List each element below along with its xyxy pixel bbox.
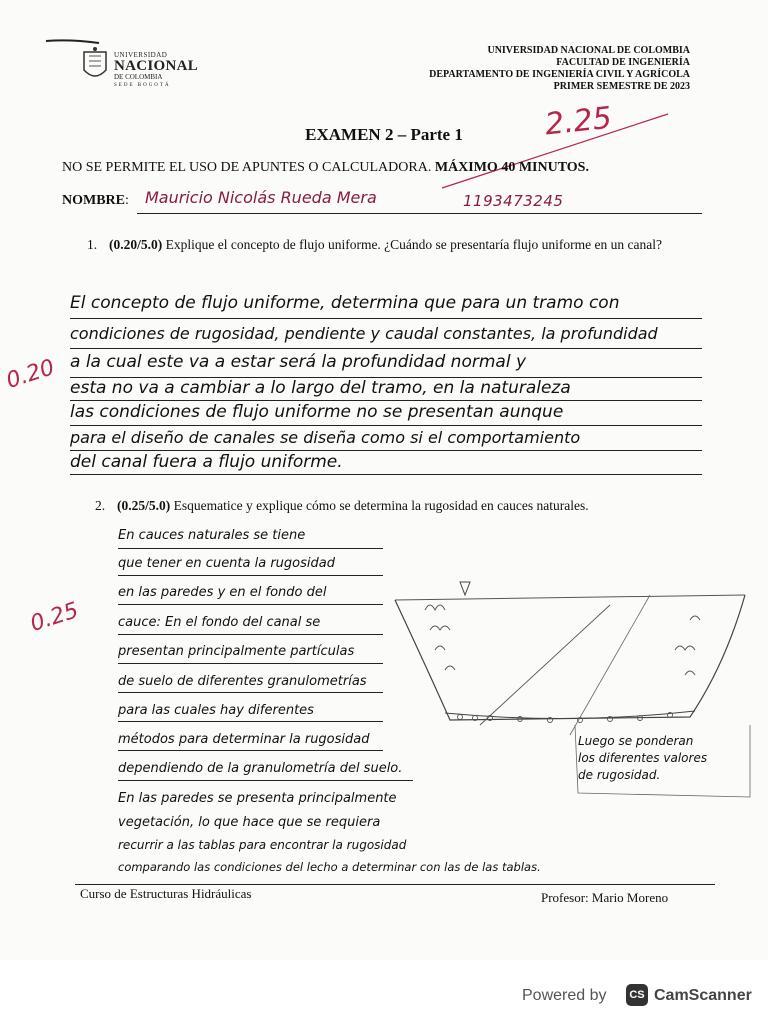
answer-line: recurrir a las tablas para encontrar la rugosidad <box>118 838 407 852</box>
name-underline <box>137 213 702 214</box>
sketch-note <box>578 733 707 784</box>
institution-line: FACULTAD DE INGENIERÍA <box>556 57 690 68</box>
question-number: 2. <box>95 498 106 513</box>
sketch-note-line: Luego se ponderan <box>578 734 694 748</box>
margin-grade: 0.20 <box>3 355 58 394</box>
answer-line: para las cuales hay diferentes <box>118 703 314 718</box>
institution-line: DEPARTAMENTO DE INGENIERÍA CIVIL Y AGRÍCOLA <box>429 69 690 80</box>
answer-line: presentan principalmente partículas <box>118 644 355 659</box>
camscanner-logo-icon: CS <box>626 984 648 1006</box>
answer-line: en las paredes y en el fondo del <box>118 585 327 600</box>
ruled-line <box>118 575 383 576</box>
name-label-colon: : <box>125 193 129 208</box>
answer-line: del canal fuera a flujo uniforme. <box>70 452 343 472</box>
logo-wordmark <box>114 52 198 88</box>
ruled-line <box>118 780 413 781</box>
answer-line: dependiendo de la granulometría del suelo. <box>118 761 403 776</box>
question-1 <box>87 234 707 256</box>
ruled-line <box>118 663 383 664</box>
question-prompt: Explique el concepto de flujo uniforme. ¿Cuándo se presentaría flujo uniforme en un canal? <box>162 237 662 252</box>
crest-icon <box>80 46 110 86</box>
ruled-line <box>118 634 383 635</box>
question-number: 1. <box>87 237 98 252</box>
ruled-line <box>118 692 383 693</box>
exam-note <box>62 160 589 176</box>
institution-line: PRIMER SEMESTRE DE 2023 <box>553 81 690 92</box>
professor-name: Profesor: Mario Moreno <box>541 890 669 905</box>
answer-line: que tener en cuenta la rugosidad <box>118 556 335 571</box>
answer-line: las condiciones de flujo uniforme no se presentan aunque <box>70 402 564 422</box>
answer-line: comparando las condiciones del lecho a determinar con las de las tablas. <box>118 860 541 874</box>
answer-line: cauce: En el fondo del canal se <box>118 615 321 630</box>
question-text <box>117 495 715 517</box>
institution-header <box>429 45 690 93</box>
footer-divider <box>75 884 715 885</box>
ruled-line <box>70 425 702 426</box>
question-text <box>109 234 707 256</box>
student-name: Mauricio Nicolás Rueda Mera <box>145 188 377 207</box>
question-points: (0.20/5.0) <box>109 237 163 252</box>
total-grade: 2.25 <box>543 100 614 143</box>
grade-strike <box>440 100 670 190</box>
institution-line: UNIVERSIDAD NACIONAL DE COLOMBIA <box>487 45 690 56</box>
sketch-note-line: los diferentes valores <box>578 751 708 765</box>
margin-grade: 0.25 <box>27 598 82 637</box>
answer-line: a la cual este va a estar será la profundidad normal y <box>70 352 527 372</box>
ruled-line <box>70 348 702 349</box>
question-2 <box>95 495 715 517</box>
ruled-line <box>70 450 702 451</box>
camscanner-brand: CamScanner <box>654 987 752 1004</box>
answer-line: En cauces naturales se tiene <box>118 528 306 543</box>
ruled-line <box>70 318 702 319</box>
ruled-line <box>70 400 702 401</box>
note-text: NO SE PERMITE EL USO DE APUNTES O CALCULADORA. <box>62 160 435 175</box>
answer-line: En las paredes se presenta principalmente <box>118 791 397 806</box>
course-name: Curso de Estructuras Hidráulicas <box>80 886 252 901</box>
student-id: 1193473245 <box>463 192 564 210</box>
answer-line: esta no va a cambiar a lo largo del tramo, en la naturaleza <box>70 378 571 398</box>
logo-line2: NACIONAL <box>114 58 199 74</box>
powered-by-text: Powered by <box>522 987 607 1004</box>
question-points: (0.25/5.0) <box>117 498 171 513</box>
question-prompt: Esquematice y explique cómo se determina la rugosidad en cauces naturales. <box>170 498 589 513</box>
name-label-text: NOMBRE <box>62 193 125 208</box>
answer-line: condiciones de rugosidad, pendiente y caudal constantes, la profundidad <box>70 324 658 343</box>
logo-line4: SEDE BOGOTÁ <box>114 83 171 88</box>
name-label <box>62 193 129 209</box>
answer-line: de suelo de diferentes granulometrías <box>118 674 367 689</box>
university-logo <box>80 44 199 92</box>
logo-line1: UNIVERSIDAD <box>114 51 168 59</box>
ruled-line <box>118 548 383 549</box>
answer-line: para el diseño de canales se diseña como si el comportamiento <box>70 428 581 447</box>
ruled-line <box>118 750 383 751</box>
answer-line: vegetación, lo que hace que se requiera <box>118 815 381 830</box>
note-time: MÁXIMO 40 MINUTOS. <box>434 160 589 175</box>
answer-line: métodos para determinar la rugosidad <box>118 732 370 747</box>
ruled-line <box>118 604 383 605</box>
answer-line: El concepto de flujo uniforme, determina que para un tramo con <box>70 293 620 313</box>
ruled-line <box>118 721 383 722</box>
sketch-note-line: de rugosidad. <box>578 768 661 782</box>
logo-line3: DE COLOMBIA <box>114 73 163 81</box>
exam-title: EXAMEN 2 – Parte 1 <box>305 125 463 144</box>
ruled-line <box>70 474 702 475</box>
